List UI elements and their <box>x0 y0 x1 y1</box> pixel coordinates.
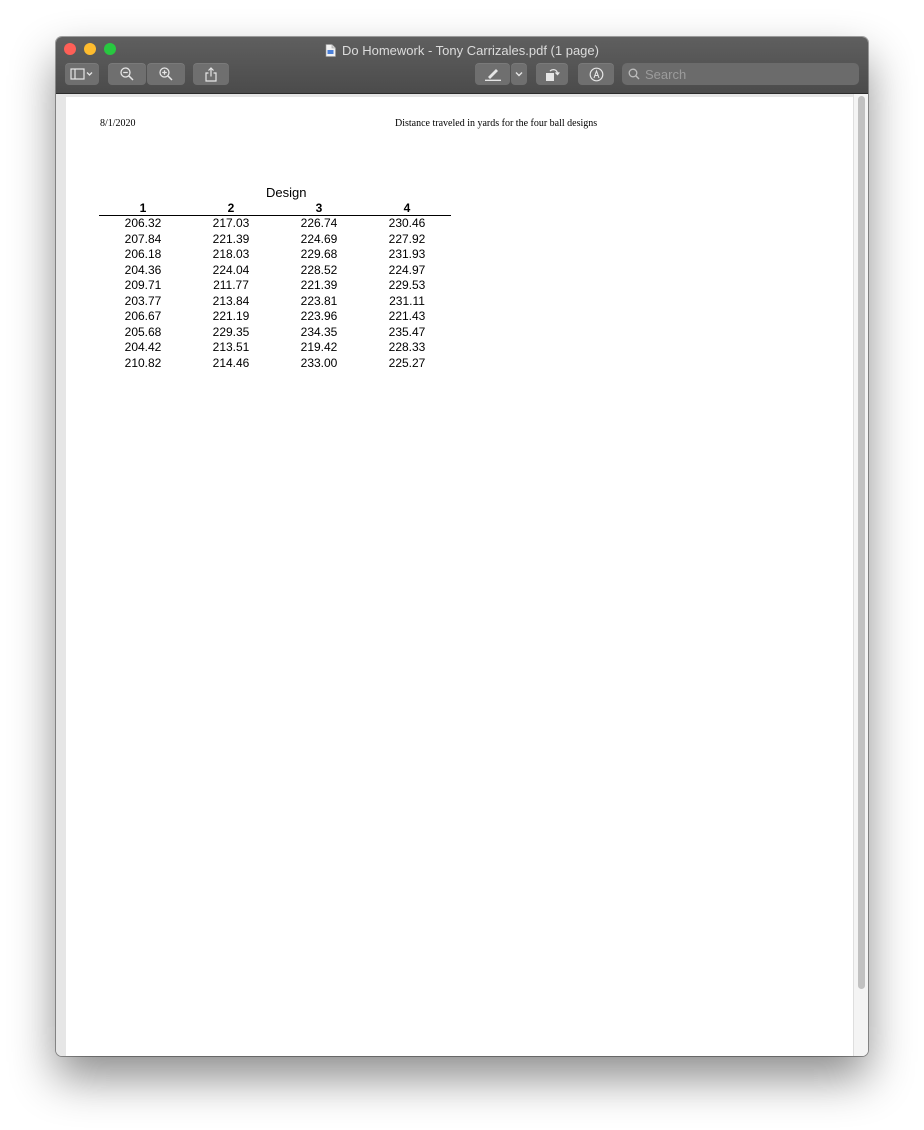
column-header: 3 <box>275 201 363 216</box>
table-cell: 224.69 <box>300 231 338 246</box>
table-row <box>99 247 451 263</box>
table-cell: 231.93 <box>388 247 426 261</box>
column-header: 4 <box>363 201 451 216</box>
table-cell: 206.18 <box>124 247 162 261</box>
table-row <box>99 340 451 356</box>
zoom-in-icon <box>159 67 173 81</box>
scrollbar-thumb[interactable] <box>858 96 865 989</box>
sidebar-toggle-button[interactable] <box>65 63 99 85</box>
page-header-title: Distance traveled in yards for the four ball designs <box>395 118 598 129</box>
table-cell: 213.84 <box>212 293 250 308</box>
highlight-menu-button[interactable] <box>511 63 527 85</box>
table-cell: 225.27 <box>388 355 426 370</box>
table-cell: 221.39 <box>300 278 338 292</box>
page-header-date: 8/1/2020 <box>100 118 136 129</box>
table-cell: 227.92 <box>388 231 426 246</box>
table-cell: 219.42 <box>300 340 338 354</box>
table-row <box>99 294 451 310</box>
table-cell: 228.52 <box>300 262 338 277</box>
pdf-document-icon <box>325 44 336 57</box>
sidebar-toggle-icon <box>70 68 94 80</box>
share-button[interactable] <box>193 63 229 85</box>
highlighter-icon <box>484 67 502 81</box>
document-view[interactable] <box>56 94 868 1056</box>
table-header-row <box>99 201 451 216</box>
table-cell: 221.43 <box>388 309 426 323</box>
table-cell: 205.68 <box>124 324 162 339</box>
markup-icon <box>589 67 604 82</box>
table-cell: 213.51 <box>212 340 250 354</box>
table-cell: 229.35 <box>212 324 250 339</box>
table-cell: 223.81 <box>300 293 338 308</box>
table-cell: 224.04 <box>212 262 250 277</box>
zoom-in-button[interactable] <box>147 63 185 85</box>
table-body <box>99 216 451 372</box>
table-row <box>99 232 451 248</box>
column-header: 1 <box>99 201 187 216</box>
table-cell: 230.46 <box>388 216 426 230</box>
table-cell: 209.71 <box>124 278 162 292</box>
table-cell: 221.39 <box>212 231 250 246</box>
pdf-page <box>66 97 854 1056</box>
highlight-button[interactable] <box>475 63 510 85</box>
table-cell: 214.46 <box>212 355 250 370</box>
title-bar[interactable] <box>56 37 868 94</box>
table-cell: 203.77 <box>124 293 162 308</box>
table-cell: 228.33 <box>388 340 426 354</box>
table-row <box>99 278 451 294</box>
table-cell: 206.32 <box>124 216 162 230</box>
search-icon <box>628 68 640 80</box>
window-title <box>56 41 868 59</box>
table-cell: 223.96 <box>300 309 338 323</box>
table-cell: 211.77 <box>213 278 249 292</box>
table-cell: 204.36 <box>124 262 162 277</box>
table-cell: 221.19 <box>212 309 250 323</box>
rotate-button[interactable] <box>536 63 568 85</box>
table-cell: 229.68 <box>300 247 338 261</box>
table-cell: 218.03 <box>212 247 250 261</box>
column-header: 2 <box>187 201 275 216</box>
distance-table <box>99 201 451 371</box>
zoom-out-button[interactable] <box>108 63 146 85</box>
table-cell: 207.84 <box>124 231 162 246</box>
zoom-out-icon <box>120 67 134 81</box>
table-cell: 206.67 <box>124 309 162 323</box>
table-cell: 234.35 <box>300 324 338 339</box>
rotate-icon <box>545 67 560 82</box>
search-field[interactable] <box>622 63 859 85</box>
chevron-down-icon <box>515 71 523 77</box>
preview-window <box>56 37 868 1056</box>
markup-button[interactable] <box>578 63 614 85</box>
vertical-scrollbar[interactable] <box>853 94 868 1056</box>
search-input[interactable] <box>645 67 845 82</box>
table-row <box>99 309 451 325</box>
table-row <box>99 356 451 372</box>
table-row <box>99 263 451 279</box>
table-cell: 217.03 <box>212 216 250 230</box>
table-cell: 231.11 <box>389 293 425 308</box>
table-cell: 224.97 <box>388 262 426 277</box>
table-cell: 233.00 <box>300 355 338 370</box>
table-row <box>99 216 451 232</box>
table-cell: 204.42 <box>124 340 162 354</box>
share-icon <box>205 67 217 82</box>
table-cell: 210.82 <box>124 355 162 370</box>
table-cell: 235.47 <box>388 324 426 339</box>
table-caption: Design <box>266 185 307 200</box>
table-row <box>99 325 451 341</box>
table-cell: 226.74 <box>300 216 338 230</box>
table-cell: 229.53 <box>388 278 426 292</box>
window-title-text: Do Homework - Tony Carrizales.pdf (1 page) <box>342 42 599 58</box>
